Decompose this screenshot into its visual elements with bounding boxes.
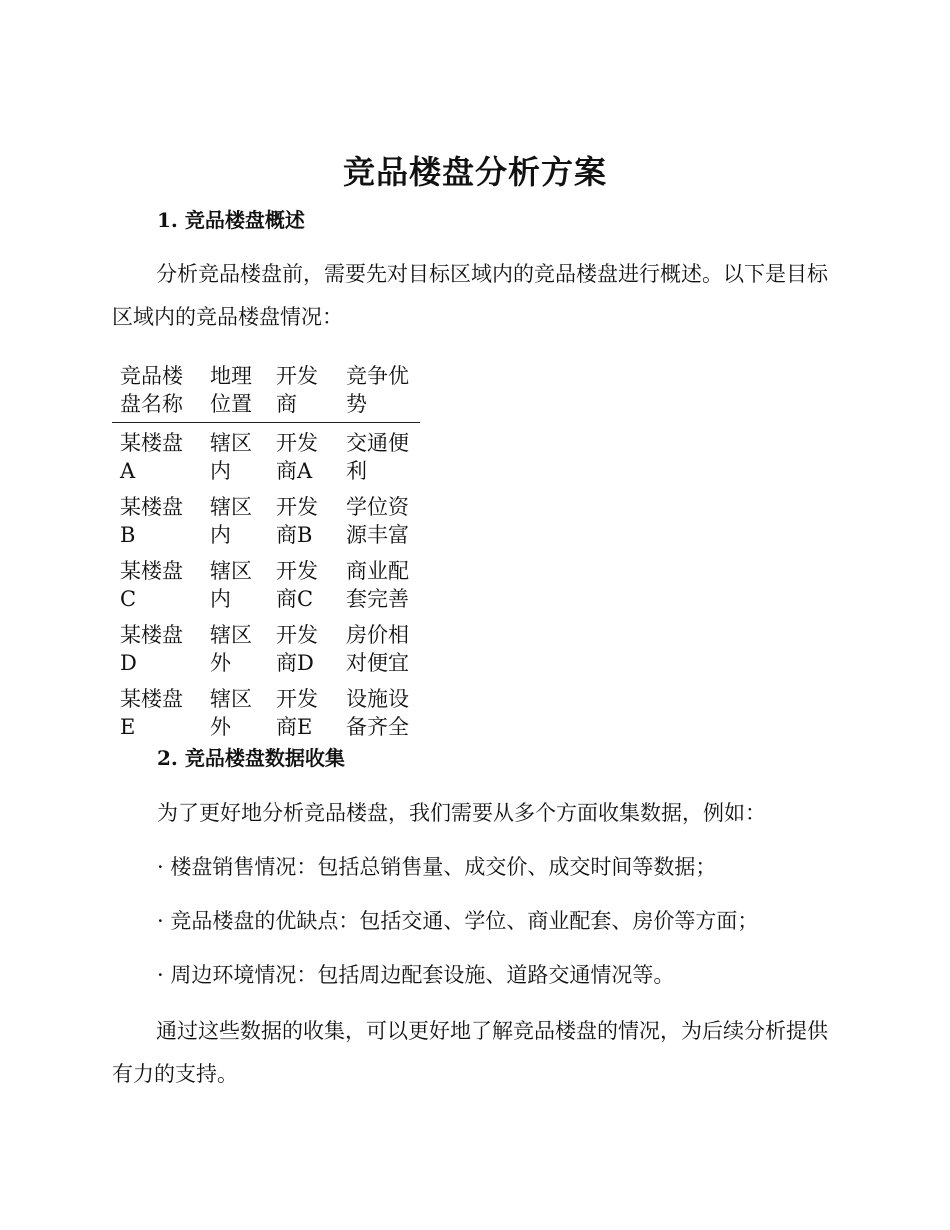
cell-name: 某楼盘B xyxy=(120,495,183,547)
cell-name: 某楼盘A xyxy=(120,431,183,483)
cell-developer: 开发商D xyxy=(276,623,318,675)
table-row xyxy=(112,491,420,555)
cell-name: 某楼盘E xyxy=(120,687,183,739)
cell-location: 辖区内 xyxy=(210,495,252,547)
cell-advantage: 学位资源丰富 xyxy=(346,495,409,547)
cell-location: 辖区内 xyxy=(210,559,252,611)
header-name: 竞品楼盘名称 xyxy=(112,360,202,423)
section-2-heading: 2. 竞品楼盘数据收集 xyxy=(157,746,345,770)
table-header-row xyxy=(112,360,420,423)
cell-advantage: 交通便利 xyxy=(346,431,409,483)
table-row xyxy=(112,619,420,683)
cell-advantage: 房价相对便宜 xyxy=(346,623,409,675)
cell-advantage: 设施设备齐全 xyxy=(346,687,409,739)
section-2-conclusion: 通过这些数据的收集，可以更好地了解竞品楼盘的情况，为后续分析提供有力的支持。 xyxy=(112,1019,828,1086)
cell-name: 某楼盘C xyxy=(120,559,183,611)
cell-location: 辖区外 xyxy=(210,623,252,675)
bullet-item: · 楼盘销售情况：包括总销售量、成交价、成交时间等数据； xyxy=(157,855,717,879)
table-row xyxy=(112,555,420,619)
document-title: 竞品楼盘分析方案 xyxy=(342,153,607,191)
cell-developer: 开发商E xyxy=(276,687,318,739)
bullet-item: · 周边环境情况：包括周边配套设施、道路交通情况等。 xyxy=(157,963,675,987)
header-advantage: 竞争优势 xyxy=(338,360,420,423)
section-1-intro: 分析竞品楼盘前，需要先对目标区域内的竞品楼盘进行概述。以下是目标区域内的竞品楼盘情况： xyxy=(112,262,828,329)
section-2-intro: 为了更好地分析竞品楼盘，我们需要从多个方面收集数据，例如： xyxy=(157,801,766,825)
cell-location: 辖区内 xyxy=(210,431,252,483)
table-row xyxy=(112,683,420,747)
section-1-heading: 1. 竞品楼盘概述 xyxy=(157,208,305,232)
cell-developer: 开发商B xyxy=(276,495,318,547)
competitor-table xyxy=(112,360,420,747)
cell-developer: 开发商C xyxy=(276,559,318,611)
header-developer: 开发商 xyxy=(268,360,338,423)
cell-location: 辖区外 xyxy=(210,687,252,739)
cell-advantage: 商业配套完善 xyxy=(346,559,409,611)
cell-name: 某楼盘D xyxy=(120,623,183,675)
cell-developer: 开发商A xyxy=(276,431,318,483)
table-row xyxy=(112,423,420,492)
bullet-item: · 竞品楼盘的优缺点：包括交通、学位、商业配套、房价等方面； xyxy=(157,909,759,933)
header-location: 地理位置 xyxy=(202,360,268,423)
